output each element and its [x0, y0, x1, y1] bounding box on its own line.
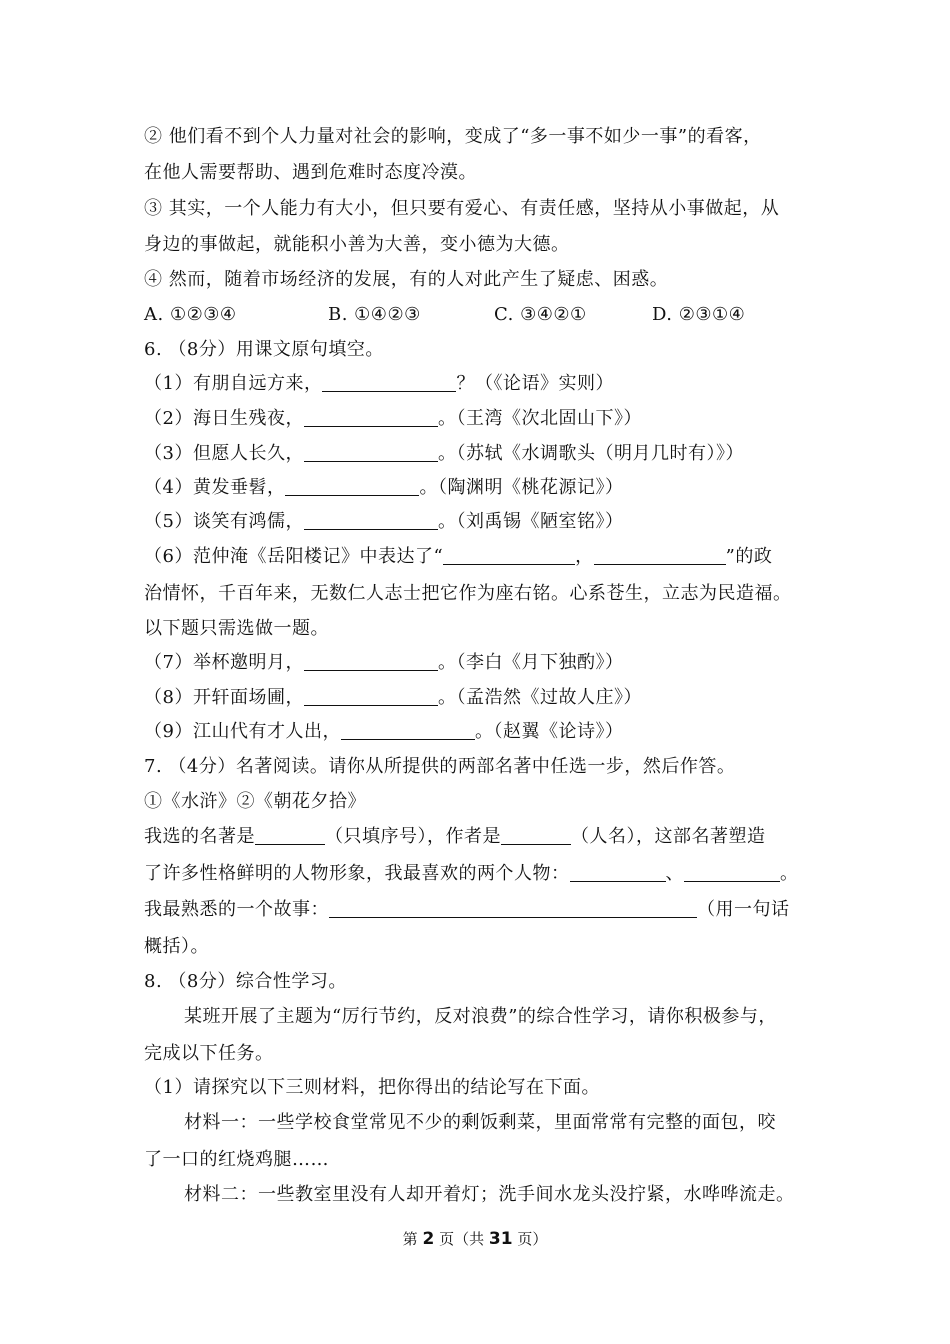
- answer-blank[interactable]: [443, 546, 575, 565]
- answer-blank[interactable]: [304, 652, 438, 671]
- q7-prompt: （人名），这部名著塑造: [571, 826, 766, 847]
- answer-blank[interactable]: [684, 863, 780, 882]
- question-6-title: 6. （8分）用课文原句填空。: [144, 339, 384, 360]
- q7-prompt: 我最熟悉的一个故事：: [144, 899, 329, 920]
- q6-8-source: 。（孟浩然《过故人庄》）: [437, 687, 642, 708]
- q6-7-prompt: （7）举杯邀明月，: [144, 652, 304, 673]
- answer-blank[interactable]: [304, 443, 438, 462]
- option-b: B. ①④②③: [328, 304, 421, 325]
- question-8-title: 8. （8分）综合性学习。: [144, 971, 347, 992]
- q6-3-prompt: （3）但愿人长久，: [144, 443, 304, 464]
- q6-9-source: 。（赵翼《论诗》）: [474, 721, 624, 742]
- q6-9-prompt: （9）江山代有才人出，: [144, 721, 341, 742]
- answer-blank[interactable]: [341, 721, 475, 740]
- q6-3-source: 。（苏轼《水调歌头（明月几时有）》）: [437, 443, 744, 464]
- q7-prompt: （用一句话: [697, 899, 790, 920]
- q7-separator: 、: [665, 863, 684, 884]
- answer-blank[interactable]: [304, 408, 438, 427]
- text-line: ④ 然而，随着市场经济的发展，有的人对此产生了疑虑、困惑。: [144, 269, 669, 290]
- option-c: C. ③④②①: [494, 304, 587, 325]
- current-page-number: 2: [422, 1229, 435, 1249]
- q7-prompt: 了许多性格鲜明的人物形象，我最喜欢的两个人物：: [144, 863, 570, 884]
- question-7-title: 7. （4分）名著阅读。请你从所提供的两部名著中任选一步，然后作答。: [144, 756, 736, 777]
- text-line: 概括）。: [144, 936, 209, 957]
- text-line: 完成以下任务。: [144, 1043, 274, 1064]
- q6-5-prompt: （5）谈笑有鸿儒，: [144, 511, 304, 532]
- text-line: 在他人需要帮助、遇到危难时态度冷漠。: [144, 162, 477, 183]
- answer-blank[interactable]: [255, 826, 325, 845]
- question-6-9: [144, 720, 824, 744]
- option-a: A. ①②③④: [144, 304, 237, 325]
- text-line: ② 他们看不到个人力量对社会的影响，变成了“多一事不如少一事”的看客，: [144, 126, 762, 147]
- footer-suffix: 页）: [517, 1230, 548, 1248]
- material-1: 材料一：一些学校食堂常见不少的剩饭剩菜，里面常常有完整的面包，咬: [184, 1112, 776, 1133]
- answer-blank[interactable]: [304, 511, 438, 530]
- q6-6-tail: ”的政: [725, 546, 773, 567]
- text-line: 治情怀，千百年来，无数仁人志士把它作为座右铭。心系苍生，立志为民造福。: [144, 583, 792, 604]
- question-7-line-3: [144, 898, 824, 922]
- answer-blank[interactable]: [322, 373, 456, 392]
- footer-mid: 页（共: [439, 1230, 485, 1248]
- q6-2-source: 。（王湾《次北固山下》）: [437, 408, 642, 429]
- text-line: ③ 其实，一个人能力有大小，但只要有爱心、有责任感，坚持从小事做起，从: [144, 198, 780, 219]
- select-one-note: 以下题只需选做一题。: [144, 618, 329, 639]
- answer-blank[interactable]: [570, 863, 666, 882]
- page-footer: [0, 1228, 950, 1250]
- q7-prompt: （只填序号），作者是: [325, 826, 501, 847]
- footer-prefix: 第: [402, 1230, 418, 1248]
- q6-8-prompt: （8）开轩面场圃，: [144, 687, 304, 708]
- question-6-4: [144, 476, 824, 500]
- question-8-1: （1）请探究以下三则材料，把你得出的结论写在下面。: [144, 1077, 600, 1098]
- question-6-8: [144, 686, 824, 710]
- q6-1-source: ？（《论语》实则）: [456, 373, 614, 394]
- question-7-line-2: [144, 862, 824, 886]
- question-7-books: ①《水浒》②《朝花夕拾》: [144, 791, 366, 812]
- option-d: D. ②③①④: [652, 304, 746, 325]
- q7-period: 。: [780, 863, 799, 884]
- question-6-5: [144, 510, 824, 534]
- text-line: 身边的事做起，就能积小善为大善，变小德为大德。: [144, 234, 570, 255]
- q6-7-source: 。（李白《月下独酌》）: [437, 652, 624, 673]
- q7-prompt: 我选的名著是: [144, 826, 255, 847]
- q6-6-prompt: （6）范仲淹《岳阳楼记》中表达了“: [144, 546, 444, 567]
- total-page-number: 31: [488, 1229, 513, 1249]
- question-6-7: [144, 651, 824, 675]
- q6-1-prompt: （1）有朋自远方来，: [144, 373, 323, 394]
- question-6-3: [144, 442, 824, 466]
- answer-blank[interactable]: [594, 546, 726, 565]
- answer-blank[interactable]: [304, 687, 438, 706]
- question-6-2: [144, 407, 824, 431]
- material-2: 材料二：一些教室里没有人却开着灯；洗手间水龙头没拧紧，水哗哗流走。: [184, 1184, 795, 1205]
- question-6-1: [144, 372, 824, 396]
- answer-blank[interactable]: [329, 899, 697, 918]
- q6-2-prompt: （2）海日生残夜，: [144, 408, 304, 429]
- q6-5-source: 。（刘禹锡《陋室铭》）: [437, 511, 624, 532]
- q6-4-prompt: （4）黄发垂髫，: [144, 477, 286, 498]
- q6-6-comma: ，: [575, 546, 594, 567]
- question-7-line-1: [144, 825, 824, 849]
- q6-4-source: 。（陶渊明《桃花源记》）: [419, 477, 624, 498]
- text-line: 某班开展了主题为“厉行节约，反对浪费”的综合性学习，请你积极参与，: [184, 1006, 777, 1027]
- answer-blank[interactable]: [501, 826, 571, 845]
- question-6-6: [144, 545, 824, 569]
- text-line: 了一口的红烧鸡腿……: [144, 1149, 329, 1170]
- answer-blank[interactable]: [285, 477, 419, 496]
